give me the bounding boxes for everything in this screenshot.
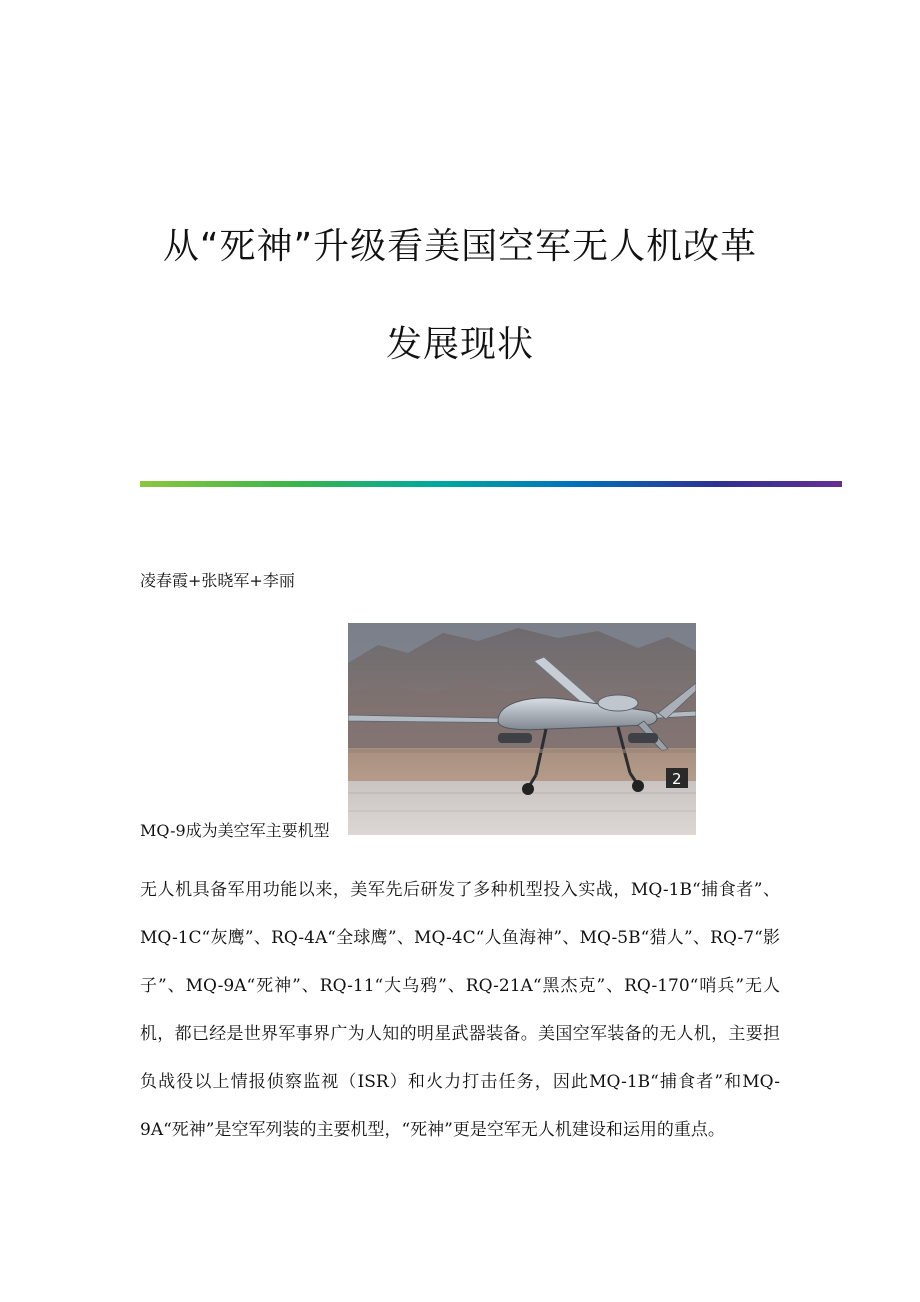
authors: 凌春霞+张晓军+李丽 [140,571,295,590]
figure-caption: MQ-9成为美空军主要机型 [140,821,330,840]
page-title-line-1: 从“死神”升级看美国空军无人机改革 [162,226,758,267]
gradient-divider [140,481,842,487]
paragraph-text: 无人机具备军用功能以来，美军先后研发了多种机型投入实战，MQ-1B“捕食者”、MQ-1C“灰鹰”、RQ-4A“全球鹰”、MQ-4C“人鱼海神”、MQ-5B“猎人”、RQ-7“影子”、MQ-9A“死神”、RQ-11“大乌鸦”、RQ-21A“黑杰克”、RQ-170“哨兵”无人机，都已经是世界军事界广为人知的明星武器装备。美国空军装备的无人机，主要担负战役以上情报侦察监视（ISR）和火力打击任务，因此MQ-1B“捕食者”和MQ-9A“死神”是空军列装的主要机型，“死神”更是空军无人机建设和运用的重点。 [140,880,780,1140]
svg-text:2: 2 [672,770,682,788]
drone-photo [348,623,696,835]
body-paragraph [140,866,780,1154]
page-title-line-2: 发展现状 [385,324,534,365]
